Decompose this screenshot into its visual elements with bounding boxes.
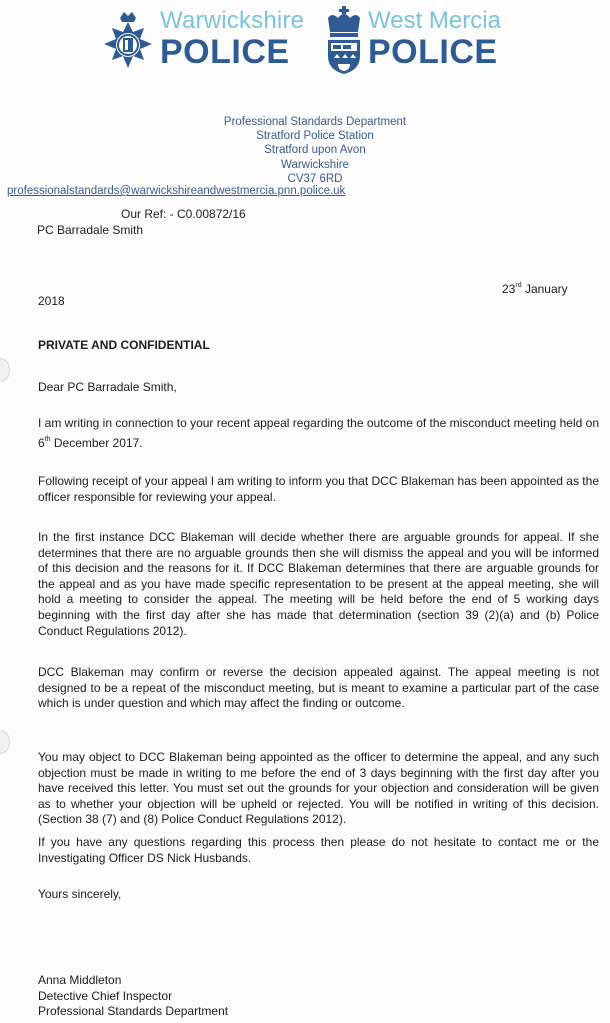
signatory-department: Professional Standards Department [38, 1004, 229, 1018]
paragraph-2: Following receipt of your appeal I am writing to inform you that DCC Blakeman has been appointed as the officer responsible for reviewing your appeal. [38, 474, 599, 504]
signatory-name: Anna Middleton [38, 973, 122, 987]
letter-year: 2018 [38, 294, 65, 308]
letterhead-logo [96, 4, 526, 74]
signatory-title: Detective Chief Inspector [38, 988, 173, 1003]
west-mercia-crest-icon [324, 6, 364, 74]
p1-sup: th [44, 435, 51, 443]
letter-date [502, 282, 568, 296]
org2-police: POLICE [368, 33, 498, 71]
p1-text: I am writing in connection to your recent appeal regarding the outcome of the misconduct meeting held on 6 [38, 416, 599, 450]
sender-address [190, 115, 440, 186]
confidential-heading: PRIVATE AND CONFIDENTIAL [38, 338, 210, 352]
address-line: CV37 6RD [287, 172, 343, 185]
email-link[interactable]: professionalstandards@warwickshireandwestmercia.pnn.police.uk [7, 185, 346, 197]
reference-number: Our Ref: - C0.00872/16 [121, 207, 246, 221]
org1-police: POLICE [160, 33, 290, 71]
closing: Yours sincerely, [38, 887, 122, 901]
address-line: Stratford upon Avon [264, 144, 366, 157]
recipient-name: PC Barradale Smith [37, 223, 144, 237]
punch-hole-mark [0, 358, 10, 382]
paragraph-4: DCC Blakeman may confirm or reverse the decision appealed against. The appeal meeting is not designed to be a repeat of the misconduct meeting, but is meant to examine a particular part of the case which is under question and which may affect the finding or outcome. [38, 665, 599, 711]
salutation: Dear PC Barradale Smith, [38, 380, 177, 394]
paragraph-1 [38, 416, 599, 451]
paragraph-5: You may object to DCC Blakeman being appointed as the officer to determine the appeal, and any such objection must be made in writing to me before the end of 3 days beginning with the first day after you have received this letter. You must set out the grounds for your objection and consideration will be given as to whether your objection will be upheld or rejected. You will be notified in writing of this decision. (Section 38 (7) and (8) Police Conduct Regulations 2012). [38, 750, 599, 827]
signature-block [38, 973, 228, 1020]
date-suffix: rd [515, 282, 522, 289]
paragraph-3: In the first instance DCC Blakeman will decide whether there are arguable grounds for appeal. If she determines that there are no arguable grounds then she will dismiss the appeal and you will be informed of this decision and the reasons for it. If DCC Blakeman determines that there are arguable grounds for the appeal and as you have made specific representation to be present at the appeal meeting, she will hold a meeting to consider the appeal. The meeting will be held before the end of 5 working days beginning with the first day after she has made that determination (section 39 (2)(a) and (b) Police Conduct Regulations 2012). [38, 530, 599, 638]
org2-name: West Mercia [368, 7, 501, 34]
p1-text-end: December 2017. [50, 435, 143, 450]
warwickshire-police-badge-icon [100, 8, 156, 70]
org1-name: Warwickshire [160, 7, 305, 34]
paragraph-6: If you have any questions regarding this process then please do not hesitate to contact me or the Investigating Officer DS Nick Husbands. [38, 835, 599, 865]
address-line: Warwickshire [281, 158, 349, 171]
address-line: Stratford Police Station [256, 130, 374, 143]
punch-hole-mark [0, 730, 10, 754]
date-day: 23 [502, 282, 516, 296]
address-line: Professional Standards Department [223, 116, 407, 128]
date-month: January [524, 282, 568, 296]
